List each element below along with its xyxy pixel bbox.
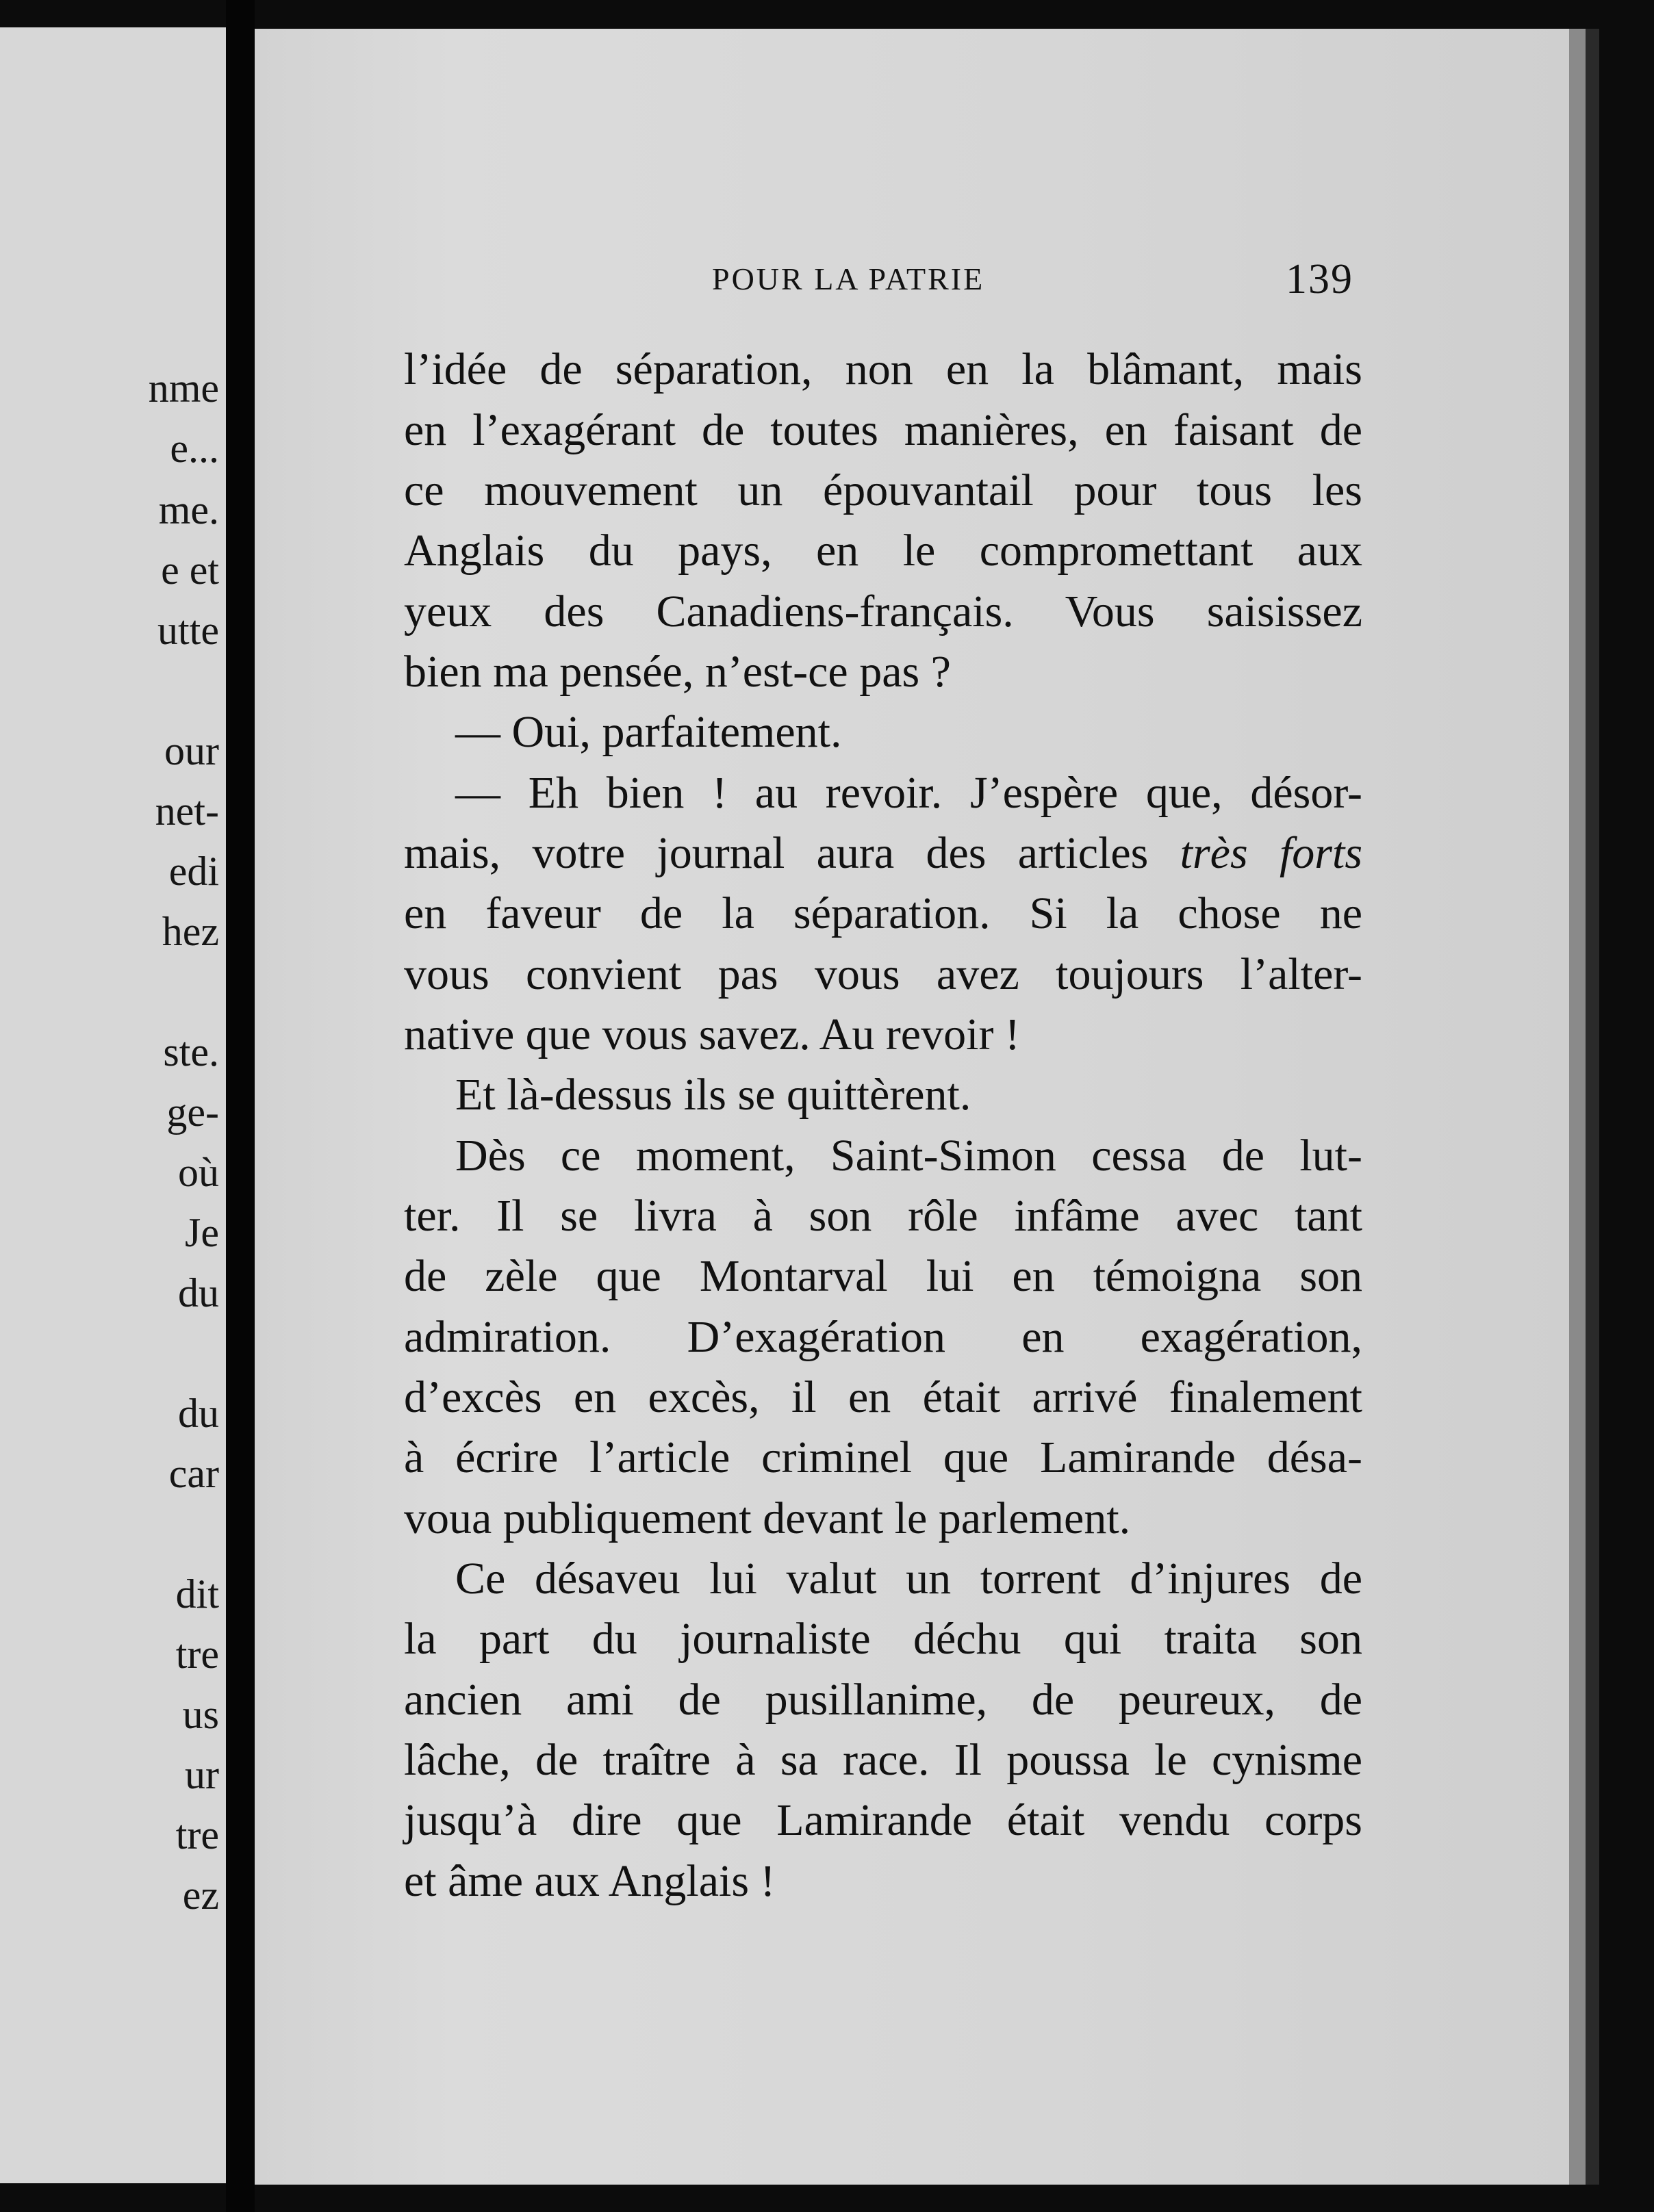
page-edge-shadow	[1586, 29, 1599, 2185]
left-page-fragment	[0, 27, 226, 2183]
left-fragment: où	[178, 1150, 219, 1195]
text-line: native que vous savez. Au revoir !	[404, 1009, 1020, 1059]
left-fragment: hez	[162, 909, 219, 954]
text-line: à écrire l’article criminel que Lamirande désa-	[404, 1432, 1362, 1482]
text-line: Anglais du pays, en le compromettant aux	[404, 526, 1362, 576]
text-line: admiration. D’exagération en exagération,	[404, 1312, 1362, 1362]
text-line: ancien ami de pusillanime, de peureux, de	[404, 1675, 1362, 1725]
text-line	[404, 826, 1362, 881]
text-line: Ce désaveu lui valut un torrent d’injures de	[455, 1554, 1362, 1604]
text-line: Et là-dessus ils se quittèrent.	[455, 1070, 971, 1120]
text-line: — Eh bien ! au revoir. J’espère que, désor-	[455, 768, 1362, 818]
text-line: lâche, de traître à sa race. Il poussa le cynisme	[404, 1735, 1362, 1785]
left-fragment: tre	[175, 1632, 219, 1677]
text-line: la part du journaliste déchu qui traita son	[404, 1614, 1362, 1664]
page-edge	[1569, 29, 1586, 2185]
text-line: et âme aux Anglais !	[404, 1856, 776, 1906]
text-line: ter. Il se livra à son rôle infâme avec tant	[404, 1191, 1362, 1241]
left-fragment: car	[168, 1451, 219, 1496]
text-line: en l’exagérant de toutes manières, en faisant de	[404, 405, 1362, 455]
italic-phrase: très forts	[1180, 828, 1363, 878]
text-line: bien ma pensée, n’est-ce pas ?	[404, 647, 951, 697]
text-line: d’excès en excès, il en était arrivé finalement	[404, 1372, 1362, 1422]
text-line: yeux des Canadiens-français. Vous saisissez	[404, 587, 1362, 636]
text-line: voua publiquement devant le parlement.	[404, 1493, 1131, 1543]
text-line: — Oui, parfaitement.	[455, 707, 842, 757]
left-fragment: e...	[170, 426, 219, 471]
left-fragment: dit	[175, 1571, 219, 1617]
left-fragment: us	[182, 1692, 219, 1737]
left-fragment: ge-	[166, 1090, 219, 1135]
left-fragment: ste.	[163, 1029, 219, 1075]
left-fragment: du	[178, 1270, 219, 1315]
text-line: de zèle que Montarval lui en témoigna son	[404, 1251, 1362, 1301]
text-segment: mais, votre journal aura des articles	[404, 828, 1149, 878]
left-fragment: me.	[158, 487, 219, 532]
left-fragment: e et	[161, 548, 219, 593]
left-fragment: nme	[148, 365, 219, 411]
left-fragment: Je	[185, 1210, 219, 1255]
left-fragment: tre	[175, 1812, 219, 1857]
left-fragment: net-	[155, 788, 219, 834]
text-line: ce mouvement un épouvantail pour tous les	[404, 465, 1362, 515]
left-fragment: edi	[168, 849, 219, 894]
left-fragment: our	[164, 728, 219, 773]
text-line: l’idée de séparation, non en la blâmant, mais	[404, 344, 1362, 394]
left-fragment: du	[178, 1391, 219, 1436]
text-line: jusqu’à dire que Lamirande était vendu corps	[404, 1795, 1362, 1845]
text-line: en faveur de la séparation. Si la chose ne	[404, 888, 1362, 938]
left-fragment: ur	[185, 1752, 219, 1797]
left-fragment: ez	[182, 1873, 219, 1918]
book-gutter	[226, 0, 255, 2212]
left-fragment: utte	[157, 608, 219, 653]
running-title: POUR LA PATRIE	[712, 261, 985, 296]
page-number: 139	[1286, 256, 1353, 303]
text-line: vous convient pas vous avez toujours l’alter-	[404, 949, 1362, 999]
text-line: Dès ce moment, Saint-Simon cessa de lut-	[455, 1131, 1362, 1181]
